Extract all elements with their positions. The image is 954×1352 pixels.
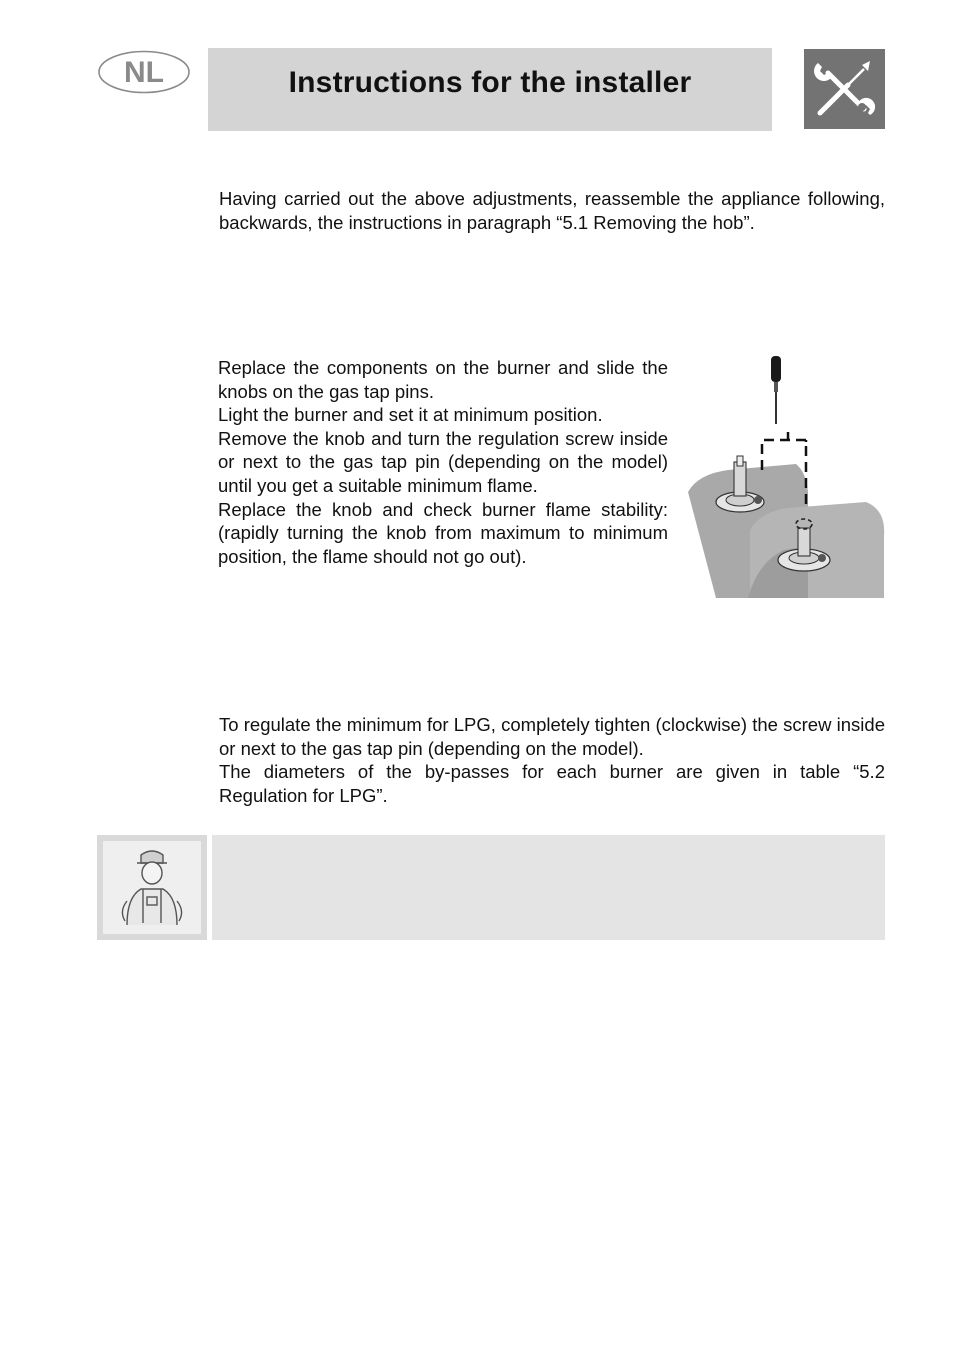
paragraph-line: Remove the knob and turn the regulation screw inside or next to the gas tap pin (depending on the model) until you get a suitable minimum flame. bbox=[218, 427, 668, 496]
paragraph-line: The diameters of the by-passes for each burner are given in table “5.2 Regulation for LPG”. bbox=[219, 761, 885, 806]
language-badge-label: NL bbox=[124, 56, 164, 89]
reassemble-section bbox=[219, 187, 885, 234]
minimum-regulation-section bbox=[218, 356, 668, 568]
language-badge bbox=[98, 50, 190, 94]
paragraph-line: Light the burner and set it at minimum position. bbox=[218, 404, 603, 426]
lpg-section bbox=[219, 713, 885, 807]
technician-icon bbox=[97, 835, 207, 940]
paragraph-line: To regulate the minimum for LPG, completely tighten (clockwise) the screw inside or next to the gas tap pin (depending on the model). bbox=[219, 714, 885, 759]
paragraph-line: Replace the knob and check burner flame stability: (rapidly turning the knob from maximum to minimum position, the flame should not go out). bbox=[218, 498, 668, 567]
reassemble-paragraph: Having carried out the above adjustments, reassemble the appliance following, backwards, the instructions in paragraph “5.1 Removing the hob”. bbox=[219, 188, 885, 233]
wrench-screwdriver-icon bbox=[804, 49, 885, 129]
title-bar bbox=[208, 48, 772, 131]
note-panel bbox=[212, 835, 885, 940]
page-title: Instructions for the installer bbox=[288, 66, 692, 99]
burner-regulation-illustration bbox=[688, 352, 886, 598]
paragraph-line: Replace the components on the burner and slide the knobs on the gas tap pins. bbox=[218, 357, 668, 402]
